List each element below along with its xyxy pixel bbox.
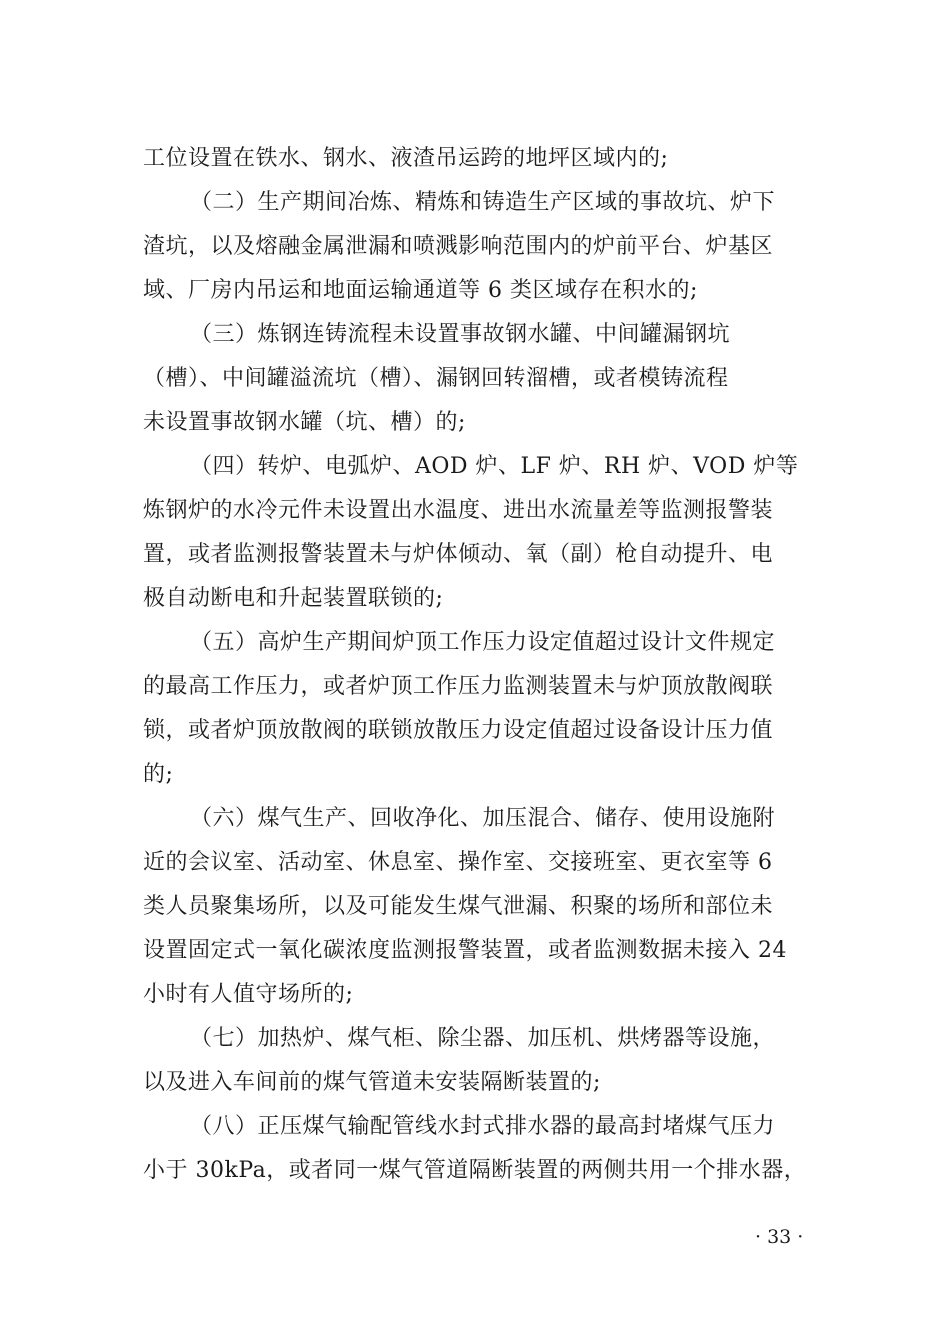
text-line: （四）转炉、电弧炉、AOD 炉、LF 炉、RH 炉、VOD 炉等 (190, 454, 799, 479)
text-line: （槽）、中间罐溢流坑（槽）、漏钢回转溜槽，或者模铸流程 (143, 366, 729, 391)
text-line: （八）正压煤气输配管线水封式排水器的最高封堵煤气压力 (190, 1114, 776, 1139)
text-line: 近的会议室、活动室、休息室、操作室、交接班室、更衣室等 6 (143, 850, 773, 875)
text-line: 工位设置在铁水、钢水、液渣吊运跨的地坪区域内的; (143, 146, 669, 171)
text-line: （二）生产期间冶炼、精炼和铸造生产区域的事故坑、炉下 (190, 190, 776, 215)
text-line: 以及进入车间前的煤气管道未安装隔断装置的; (143, 1070, 601, 1095)
text-line: 渣坑，以及熔融金属泄漏和喷溅影响范围内的炉前平台、炉基区 (143, 234, 774, 259)
text-line: 炼钢炉的水冷元件未设置出水温度、进出水流量差等监测报警装 (143, 498, 774, 523)
text-line: 类人员聚集场所，以及可能发生煤气泄漏、积聚的场所和部位未 (143, 894, 774, 919)
text-line: 设置固定式一氧化碳浓度监测报警装置，或者监测数据未接入 24 (143, 938, 787, 963)
text-line: （三）炼钢连铸流程未设置事故钢水罐、中间罐漏钢坑 (190, 322, 731, 347)
page-number: · 33 · (755, 1226, 804, 1248)
text-line: 域、厂房内吊运和地面运输通道等 6 类区域存在积水的; (143, 278, 698, 303)
text-line: 的; (143, 762, 174, 787)
text-line: （六）煤气生产、回收净化、加压混合、储存、使用设施附 (190, 806, 776, 831)
text-line: 未设置事故钢水罐（坑、槽）的; (143, 410, 466, 435)
text-line: 置，或者监测报警装置未与炉体倾动、氧（副）枪自动提升、电 (143, 542, 774, 567)
text-line: 小时有人值守场所的; (143, 982, 354, 1007)
text-line: 极自动断电和升起装置联锁的; (143, 586, 444, 611)
text-line: （七）加热炉、煤气柜、除尘器、加压机、烘烤器等设施， (190, 1026, 776, 1051)
text-line: （五）高炉生产期间炉顶工作压力设定值超过设计文件规定 (190, 630, 776, 655)
text-line: 锁，或者炉顶放散阀的联锁放散压力设定值超过设备设计压力值 (143, 718, 774, 743)
text-line: 的最高工作压力，或者炉顶工作压力监测装置未与炉顶放散阀联 (143, 674, 774, 699)
text-line: 小于 30kPa，或者同一煤气管道隔断装置的两侧共用一个排水器， (143, 1158, 807, 1183)
